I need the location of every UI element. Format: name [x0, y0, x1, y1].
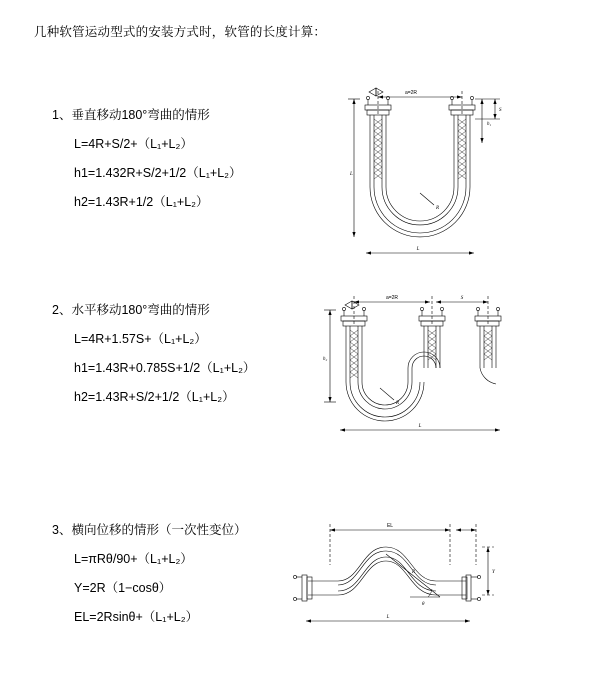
vertical-180-bend-diagram	[310, 75, 510, 280]
section-2-title: 2、水平移动180°弯曲的情形	[52, 303, 210, 317]
section-1-text	[52, 105, 312, 221]
section-1-formula-3: h2=1.43R+1/2（L₁+L₂）	[74, 195, 209, 209]
section-horizontal-180	[0, 295, 600, 470]
fig1-top-dim-label: a=2R	[404, 90, 418, 96]
fig1-bottom-dim-label: L	[416, 247, 420, 252]
section-3-text	[52, 520, 312, 636]
fig3-top-dim-label: EL	[386, 523, 394, 529]
fig2-top-dim-label: a=2R	[385, 295, 399, 301]
section-1-formula-2: h1=1.432R+S/2+1/2（L₁+L₂）	[74, 166, 242, 180]
fig2-left-dim-label: h₂	[323, 357, 328, 362]
fig1-side-dim-2-label: S	[499, 108, 502, 113]
section-2-text	[52, 300, 312, 416]
section-3-formula-3: EL=2Rsinθ+（L₁+L₂）	[74, 610, 199, 624]
fig1-radius-label: R	[436, 206, 440, 211]
section-1-title: 1、垂直移动180°弯曲的情形	[52, 108, 210, 122]
fig2-radius-label: R	[396, 401, 400, 406]
page-title: 几种软管运动型式的安装方式时，软管的长度计算：	[34, 25, 327, 39]
section-2-formula-1: L=4R+1.57S+（L₁+L₂）	[74, 332, 207, 346]
fig3-angle-label: θ	[422, 602, 425, 607]
section-lateral-offset	[0, 520, 600, 650]
fig2-top-dim-2-label: S	[460, 296, 464, 301]
section-2-formula-2: h1=1.43R+0.785S+1/2（L₁+L₂）	[74, 361, 256, 375]
section-vertical-180	[0, 90, 600, 275]
fig3-bottom-dim-label: L	[386, 615, 390, 620]
fig3-side-dim-label: Y	[492, 570, 495, 575]
fig2-bottom-dim-label: L	[418, 424, 422, 429]
section-3-title: 3、横向位移的情形（一次性变位）	[52, 523, 247, 537]
section-1-formula-1: L=4R+S/2+（L₁+L₂）	[74, 137, 193, 151]
section-3-formula-1: L=πRθ/90+（L₁+L₂）	[74, 552, 193, 566]
fig3-radius-label: R	[412, 570, 416, 575]
lateral-offset-diagram	[290, 505, 500, 635]
fig1-side-dim-1-label: h₁	[487, 122, 492, 127]
section-3-formula-2: Y=2R（1−cosθ）	[74, 581, 172, 595]
fig1-left-dim-label: L	[350, 172, 353, 177]
horizontal-180-bend-diagram	[310, 280, 510, 455]
section-2-formula-3: h2=1.43R+S/2+1/2（L₁+L₂）	[74, 390, 235, 404]
